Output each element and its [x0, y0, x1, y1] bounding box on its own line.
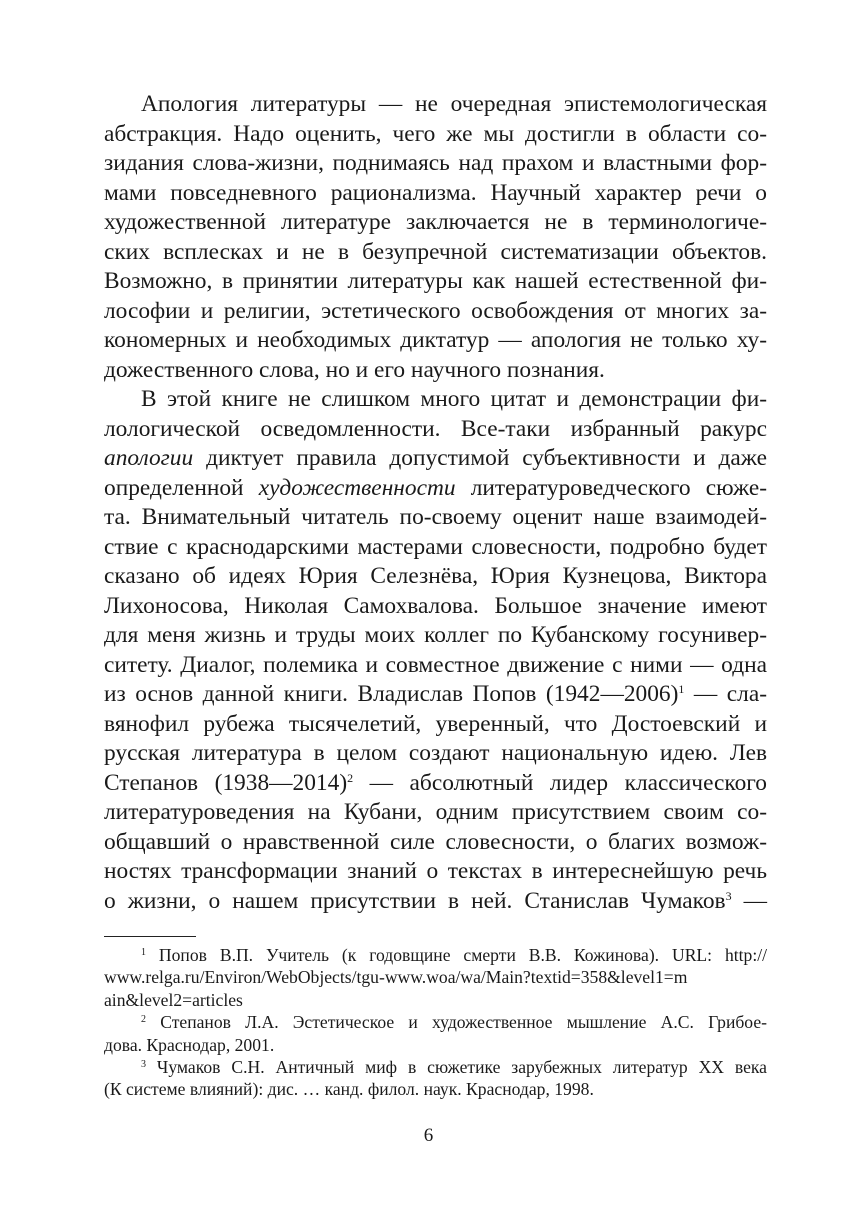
footnote-line	[104, 1011, 767, 1033]
text-segment: —	[731, 887, 767, 914]
text-segment: Степанов Л.А. Эстетическое и художественное мышление А.С. Грибое-	[146, 1012, 767, 1033]
text-line: ностях трансформации знаний о текстах в интереснейшую речь	[104, 858, 767, 884]
footnote-line: (К системе влияний): дис. … канд. филол. наук. Краснодар, 1998.	[104, 1079, 594, 1100]
text-line: общавший о нравственной силе словесности, о благих возмож-	[104, 828, 767, 855]
text-line	[104, 474, 767, 504]
text-line: кономерных и необходимых диктатур — апология не только ху-	[104, 327, 767, 353]
footnote-line: www.relga.ru/Environ/WebObjects/tgu-www.woa/wa/Main?textid=358&level1=m	[104, 967, 688, 988]
text-segment: диктует правила допустимой субъективности и даже	[193, 445, 767, 471]
text-line: Апология литературы — не очередная эпистемологическая	[141, 91, 767, 117]
text-segment: о жизни, о нашем присутствии в ней. Станислав Чумаков	[104, 887, 726, 914]
text-line: В этой книге не слишком много цитат и демонстрации фи-	[141, 386, 767, 412]
footnote-ref-3[interactable]: 3	[725, 888, 732, 903]
text-line: литературоведения на Кубани, одним присутствием своим со-	[104, 799, 767, 825]
text-line	[104, 769, 767, 799]
footnote-line: дова. Краснодар, 2001.	[104, 1034, 275, 1055]
text-line	[104, 887, 767, 917]
footnote-3	[104, 1056, 767, 1101]
paragraph-2	[104, 385, 767, 916]
text-line: зидания слова-жизни, поднимаясь над прахом и властными фор-	[104, 150, 767, 176]
text-segment: Попов В.П. Учитель (к годовщине смерти В.В. Кожинова). URL: http://	[146, 945, 767, 965]
italic-term: художественности	[258, 474, 456, 501]
text-line: мами повседневного рационализма. Научный характер речи о	[104, 179, 767, 206]
text-line: лософии и религии, эстетического освобождения от многих за-	[104, 297, 767, 324]
text-line: абстракция. Надо оценить, чего же мы достигли в области со-	[104, 120, 767, 147]
text-segment: литературоведческого сюже-	[455, 474, 767, 501]
footnote-number: 2	[141, 1014, 146, 1026]
footnote-line: ain&level2=articles	[104, 989, 243, 1010]
footnote-2	[104, 1011, 767, 1056]
text-line: та. Внимательный читатель по-своему оценит наше взаимодей-	[104, 504, 767, 530]
text-segment: Степанов (1938—2014)	[104, 769, 348, 796]
text-line	[104, 444, 767, 474]
text-line: Возможно, в принятии литературы как нашей естественной фи-	[104, 268, 767, 294]
footnote-number: 1	[141, 947, 146, 958]
main-text	[104, 90, 767, 916]
paragraph-1	[104, 90, 767, 385]
text-line: художественной литературе заключается не в терминологиче-	[104, 209, 767, 235]
text-line: ситету. Диалог, полемика и совместное движение с ними — одна	[104, 651, 767, 678]
text-segment: из основ данной книги. Владислав Попов (1942—2006)	[104, 681, 679, 707]
text-segment: — сла-	[684, 681, 767, 707]
footnote-ref-1[interactable]: 1	[678, 682, 685, 696]
footnote-1	[104, 944, 767, 1011]
text-line: для меня жизнь и труды моих коллег по Кубанскому госунивер-	[104, 622, 767, 648]
italic-term: апологии	[104, 445, 194, 471]
footnote-number: 3	[141, 1058, 146, 1070]
text-line: сказано об идеях Юрия Селезнёва, Юрия Кузнецова, Виктора	[104, 563, 767, 589]
text-line: лологической осведомленности. Все-таки избранный ракурс	[104, 415, 767, 442]
text-segment: Чумаков С.Н. Античный миф в сюжетике зарубежных литератур XX века	[146, 1056, 767, 1077]
text-line: ских всплесках и не в безупречной систематизации объектов.	[104, 238, 767, 265]
footnote-ref-2[interactable]: 2	[347, 770, 354, 785]
page-number: 6	[423, 1125, 434, 1146]
text-segment: — абсолютный лидер классического	[353, 769, 767, 796]
text-segment: определенной	[104, 474, 259, 501]
text-line: Лихоносова, Николая Самохвалова. Большое значение имеют	[104, 592, 767, 619]
text-line: русская литература в целом создают национальную идею. Лев	[104, 740, 767, 766]
footnotes	[104, 944, 767, 1101]
footnote-line	[104, 944, 767, 966]
text-line: ствие с краснодарскими мастерами словесности, подробно будет	[104, 533, 767, 560]
text-line	[104, 680, 767, 710]
footnote-separator	[104, 936, 196, 937]
text-line: дожественного слова, но и его научного познания.	[104, 356, 605, 383]
footnote-line	[104, 1056, 767, 1078]
text-line: вянофил рубежа тысячелетий, уверенный, что Достоевский и	[104, 710, 767, 737]
